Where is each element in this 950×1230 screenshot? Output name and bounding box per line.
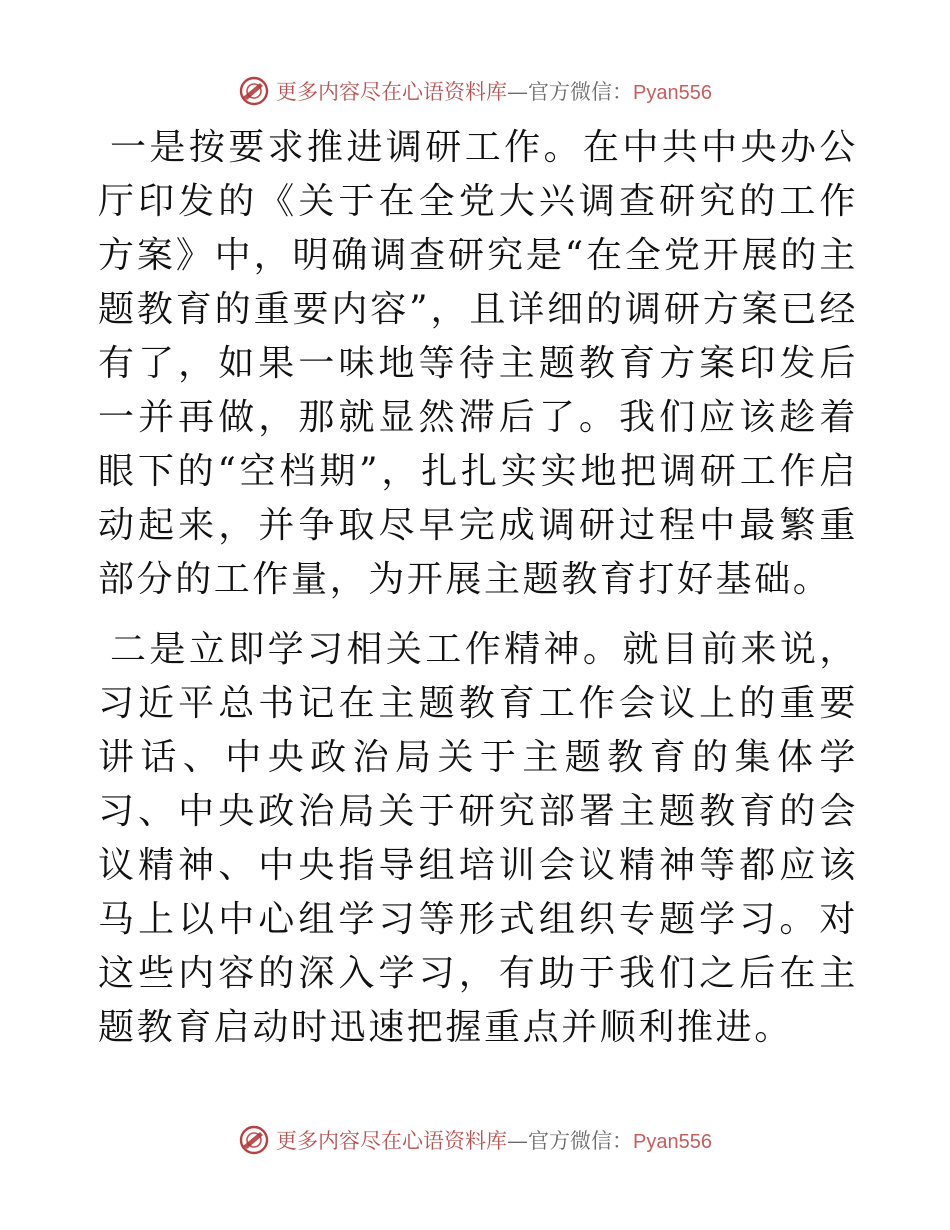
logo-icon [238,1124,270,1156]
watermark-text: 更多内容尽在心语资料库 [276,1129,508,1153]
document-body [98,121,858,1055]
watermark-separator: —官方微信： [507,80,634,104]
paragraph-2: 二是立即学习相关工作精神。就目前来说，习近平总书记在主题教育工作会议上的重要讲话、中央政治局关于主题教育的集体学习、中央政治局关于研究部署主题教育的会议精神、中央指导组培训会议精神等都应该马上以中心组学习等形式组织专题学习。对这些内容的深入学习，有助于我们之后在主题教育启动时迅速把握重点并顺利推进。 [98,629,858,1048]
footer-watermark [0,1120,950,1160]
paragraph-1: 一是按要求推进调研工作。在中共中央办公厅印发的《关于在全党大兴调查研究的工作方案》中，明确调查研究是“在全党开展的主题教育的重要内容”，且详细的调研方案已经有了，如果一味地等待主题教育方案印发后一并再做，那就显然滞后了。我们应该趁着眼下的“空档期”，扎扎实实地把调研工作启动起来，并争取尽早完成调研过程中最繁重部分的工作量，为开展主题教育打好基础。 [98,127,858,600]
watermark-wechat-id: Pyan556 [633,1131,712,1153]
watermark-wechat-id: Pyan556 [633,82,712,104]
watermark-separator: —官方微信： [507,1129,634,1153]
logo-icon [238,75,270,107]
watermark-text: 更多内容尽在心语资料库 [276,80,508,104]
header-watermark [0,71,950,111]
